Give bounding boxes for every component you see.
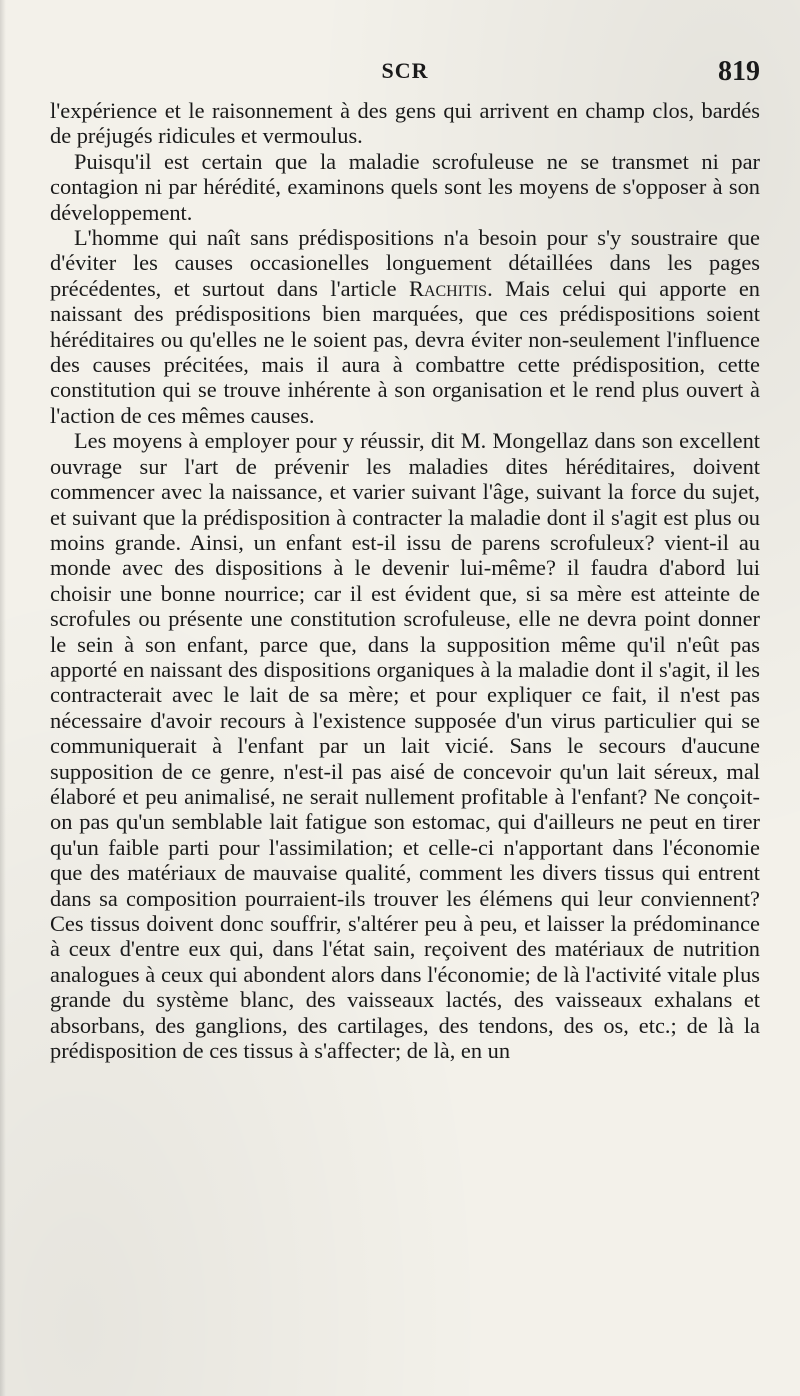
- body-text: [50, 98, 760, 1063]
- paragraph-3: [50, 225, 760, 428]
- page-edge-shadow: [0, 0, 6, 1396]
- paragraph-1: l'expérience et le raisonnement à des gens qui arrivent en champ clos, bardés de préjugés ridicules et vermoulus.: [50, 98, 760, 149]
- article-reference-rachitis: Rachitis: [409, 275, 488, 301]
- paragraph-4: Les moyens à employer pour y réussir, dit M. Mongellaz dans son excellent ouvrage sur l'art de prévenir les maladies dites héréditaires, doivent commencer avec la naissance, et varier suivant l'âge, suivant la force du sujet, et suivant que la prédisposition à contracter la maladie dont il s'agit est plus ou moins grande. Ainsi, un enfant est-il issu de parens scrofuleux? vient-il au monde avec des dispositions à le devenir lui-même? il faudra d'abord lui choisir une bonne nourrice; car il est évident que, si sa mère est atteinte de scrofules ou présente une constitution scrofuleuse, elle ne devra point donner le sein à son enfant, parce que, dans la supposition même qu'il n'eût pas apporté en naissant des dispositions organiques à la maladie dont il s'agit, il les contracterait avec le lait de sa mère; et pour expliquer ce fait, il n'est pas nécessaire d'avoir recours à l'existence supposée d'un virus particulier qui se communiquerait à l'enfant par un lait vicié. Sans le secours d'aucune supposition de ce genre, n'est-il pas aisé de concevoir qu'un lait séreux, mal élaboré et peu animalisé, ne serait nullement profitable à l'enfant? Ne conçoit-on pas qu'un semblable lait fatigue son estomac, qui d'ailleurs ne peut en tirer qu'un faible parti pour l'assimilation; et celle-ci n'apportant dans l'économie que des matériaux de mauvaise qualité, comment les divers tissus qui entrent dans sa composition pourraient-ils trouver les élémens qui leur conviennent? Ces tissus doivent donc souffrir, s'altérer peu à peu, et laisser la prédominance à ceux d'entre eux qui, dans l'état sain, reçoivent des matériaux de nutrition analogues à ceux qui abondent alors dans l'économie; de là l'activité vitale plus grande du système blanc, des vaisseaux lactés, des vaisseaux exhalans et absorbans, des ganglions, des cartilages, des tendons, des os, etc.; de là la prédisposition de ces tissus à s'affecter; de là, en un: [50, 428, 760, 1064]
- running-head-title: SCR: [381, 58, 429, 83]
- paragraph-3-text-after: . Mais celui qui apporte en naissant des prédispositions bien marquées, que ces prédispositions soient héréditaires ou qu'elles ne le soient pas, devra éviter non-seulement l'influence des causes précitées, mais il aura à combattre cette prédisposition, cette constitution qui se trouve inhérente à son organisation et le rend plus ouvert à l'action de ces mêmes causes.: [50, 275, 760, 428]
- running-head: [50, 58, 760, 98]
- paragraph-2: Puisqu'il est certain que la maladie scrofuleuse ne se transmet ni par contagion ni par hérédité, examinons quels sont les moyens de s'opposer à son développement.: [50, 148, 760, 225]
- paragraph-3-text-before: L'homme qui naît sans prédispositions n'a besoin pour s'y soustraire que d'éviter les causes occasionelles longuement détaillées dans les pages précédentes, et surtout dans l'article: [50, 225, 760, 301]
- page-number: 819: [718, 56, 760, 87]
